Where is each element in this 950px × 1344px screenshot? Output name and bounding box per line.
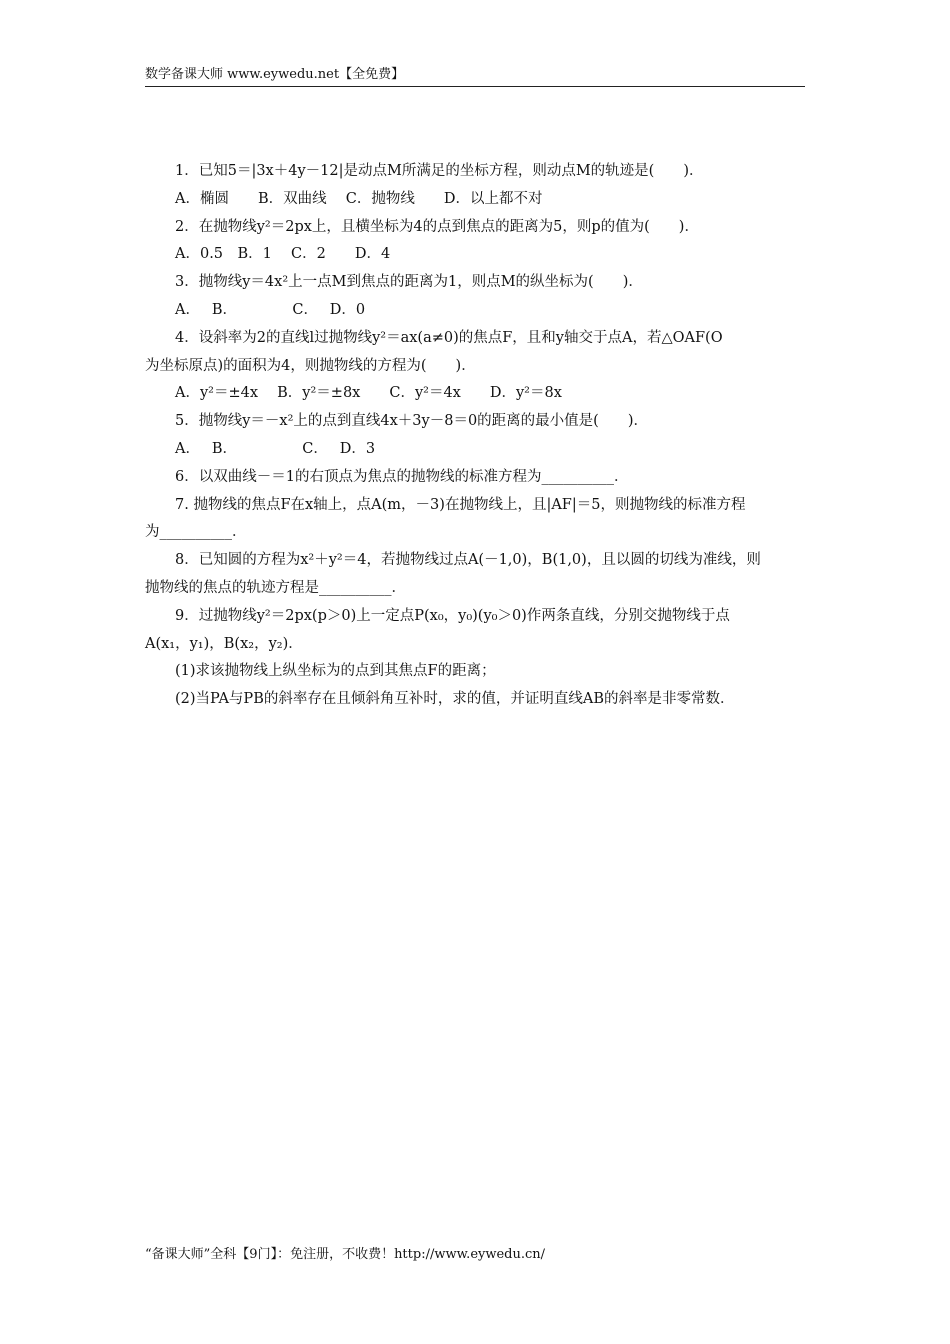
q3-options: A． B． C． D．0 bbox=[175, 301, 366, 318]
q4-stem-line1: 4．设斜率为2的直线l过抛物线y²＝ax(a≠0)的焦点F，且和y轴交于点A，若△OAF(O bbox=[175, 329, 723, 346]
q6-stem: 6．以双曲线－＝1的右顶点为焦点的抛物线的标准方程为__________． bbox=[175, 468, 629, 485]
q1-stem: 1．已知5＝|3x＋4y－12|是动点M所满足的坐标方程，则动点M的轨迹是( )． bbox=[175, 163, 704, 179]
q4-options: A．y²＝±4x B．y²＝±8x C．y²＝4x D．y²＝8x bbox=[175, 385, 562, 402]
q4-stem-line2: 为坐标原点)的面积为4，则抛物线的方程为( )． bbox=[145, 357, 476, 374]
footer-text: “备课大师”全科【9门】：免注册，不收费！http://www.eywedu.cn/ bbox=[145, 1247, 546, 1262]
q8-stem-line2: 抛物线的焦点的轨迹方程是__________． bbox=[145, 579, 406, 596]
q3-stem: 3．抛物线y＝4x²上一点M到焦点的距离为1，则点M的纵坐标为( )． bbox=[175, 274, 643, 291]
q9-part2: (2)当PA与PB的斜率存在且倾斜角互补时，求的值，并证明直线AB的斜率是非零常数． bbox=[175, 691, 735, 708]
q7-stem-line1: 7. 抛物线的焦点F在x轴上，点A(m，－3)在抛物线上，且|AF|＝5，则抛物线的标准方程 bbox=[175, 496, 746, 513]
q2-stem: 2．在抛物线y²＝2px上，且横坐标为4的点到焦点的距离为5，则p的值为( )． bbox=[175, 218, 699, 235]
q9-stem-line1: 9．过抛物线y²＝2px(p＞0)上一定点P(x₀，y₀)(y₀＞0)作两条直线，分别交抛物线于点 bbox=[175, 607, 730, 624]
q5-options: A． B． C． D．3 bbox=[175, 440, 376, 457]
q7-stem-line2: 为__________． bbox=[145, 524, 247, 541]
q1-options: A．椭圆 B．双曲线 C．抛物线 D．以上都不对 bbox=[175, 190, 543, 207]
page-header bbox=[145, 66, 805, 87]
q5-stem: 5．抛物线y＝－x²上的点到直线4x＋3y－8＝0的距离的最小值是( )． bbox=[175, 413, 648, 430]
q8-stem-line1: 8．已知圆的方程为x²＋y²＝4，若抛物线过点A(－1,0)，B(1,0)，且以圆的切线为准线，则 bbox=[175, 552, 761, 569]
header-text: 数学备课大师 www.eywedu.net【全免费】 bbox=[145, 67, 405, 82]
q2-options: A．0.5 B．1 C．2 D．4 bbox=[175, 246, 391, 263]
page-footer bbox=[145, 1246, 545, 1264]
q9-part1: (1)求该抛物线上纵坐标为的点到其焦点F的距离； bbox=[175, 663, 496, 680]
q9-stem-line2: A(x₁，y₁)，B(x₂，y₂)． bbox=[145, 635, 303, 652]
question-list bbox=[145, 158, 807, 714]
